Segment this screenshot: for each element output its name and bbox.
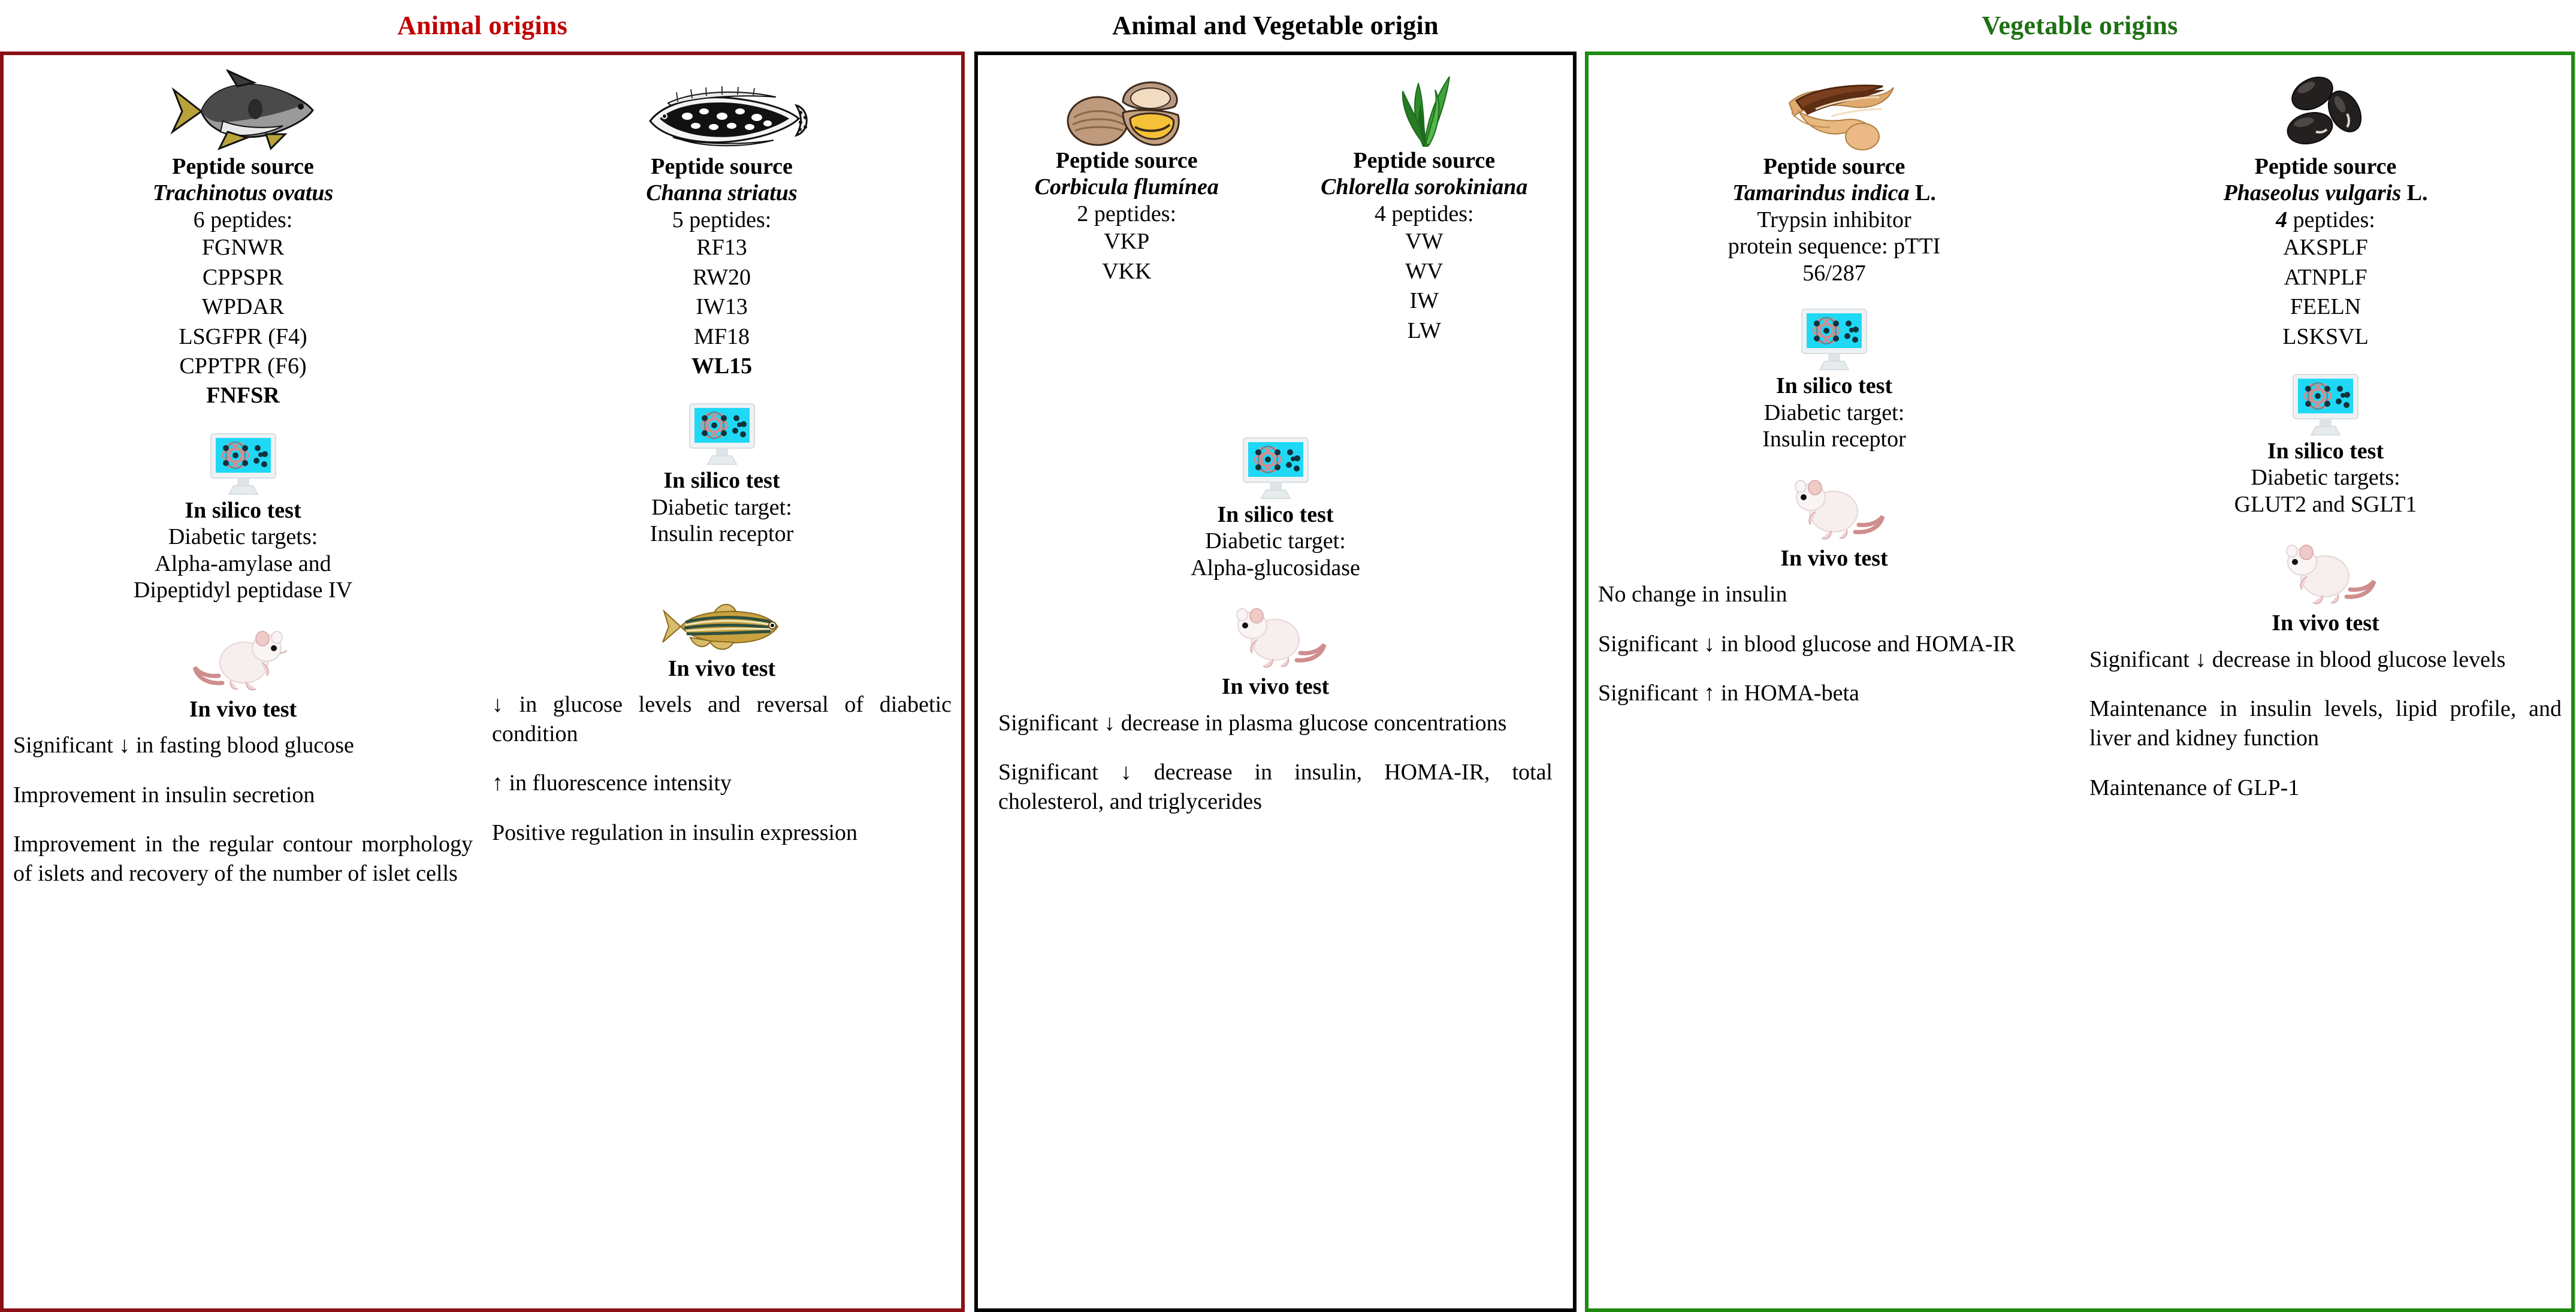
result-paragraph: Significant ↓ in blood glucose and HOMA-IR — [1598, 631, 2016, 657]
panel-vegetable-origins — [1585, 52, 2575, 1312]
text-line: protein sequence: pTTI — [1728, 234, 1941, 259]
column-tamarindus-indica — [1589, 64, 2080, 1308]
result-paragraph: Significant ↓ decrease in insulin, HOMA-IR, total cholesterol, and triglycerides — [998, 760, 1553, 814]
result-paragraph: Maintenance of GLP-1 — [2089, 775, 2300, 800]
species-name-authority: L. — [1909, 180, 1936, 206]
text-line: Diabetic targets: — [2251, 465, 2400, 491]
computer-molecule-icon — [13, 431, 473, 497]
computer-molecule-icon — [998, 436, 1553, 501]
column-chlorella-sorokiniana — [1276, 64, 1574, 346]
result-paragraph: Improvement in the regular contour morphology of islets and recovery of the number of islet cells — [13, 832, 473, 886]
peptide-item: IW13 — [696, 294, 748, 320]
peptide-source-label: Peptide source — [651, 154, 793, 179]
peptide-item: CPPTPR (F6) — [179, 353, 307, 379]
peptide-item: WPDAR — [201, 294, 285, 320]
result-paragraph: No change in insulin — [1598, 582, 1787, 607]
in-silico-test-label: In silico test — [185, 497, 301, 523]
group-vegetable-origins — [1585, 0, 2575, 1312]
zebrafish-icon — [492, 584, 952, 655]
peptide-source-label: Peptide source — [1353, 148, 1496, 173]
peptide-item: WV — [1405, 258, 1443, 284]
text-line: Diabetic targets: — [168, 524, 318, 550]
peptide-count-word: peptides: — [2287, 207, 2375, 232]
computer-molecule-icon — [1598, 307, 2070, 373]
result-paragraph: ↑ in fluorescence intensity — [492, 770, 732, 796]
snakehead-fish-icon — [492, 64, 952, 153]
in-silico-details — [1598, 400, 2070, 453]
in-vivo-test-label: In vivo test — [668, 655, 776, 681]
peptide-item: RW20 — [692, 264, 751, 290]
algae-icon — [1285, 64, 1564, 147]
group-heading-vegetable: Vegetable origins — [1982, 11, 2178, 40]
peptide-item: WL15 — [691, 353, 753, 379]
text-line: Diabetic target: — [1763, 400, 1905, 425]
result-paragraph: Maintenance in insulin levels, lipid profile, and liver and kidney function — [2089, 696, 2562, 751]
peptide-item: MF18 — [694, 324, 750, 349]
column-phaseolus-vulgaris — [2080, 64, 2571, 1308]
result-paragraph: Significant ↑ in HOMA-beta — [1598, 681, 1859, 706]
peptide-count — [2089, 207, 2562, 233]
in-silico-test-label: In silico test — [663, 468, 780, 494]
in-silico-test-label: In silico test — [1775, 373, 1893, 399]
text-line: Alpha-glucosidase — [1191, 555, 1360, 581]
in-silico-details — [492, 494, 952, 548]
in-silico-details — [998, 528, 1553, 581]
in-vivo-results — [13, 731, 473, 888]
peptide-item: LSGFPR (F4) — [179, 324, 307, 349]
group-animal-and-vegetable-origin — [974, 0, 1577, 1312]
peptide-item: RF13 — [696, 235, 747, 261]
column-channa-striatus — [482, 64, 961, 1308]
panel-animal-and-vegetable — [974, 52, 1577, 1312]
in-vivo-results — [492, 690, 952, 848]
peptide-list — [2089, 233, 2562, 352]
peptide-item: AKSPLF — [2283, 235, 2368, 261]
text-line: Dipeptidyl peptidase IV — [133, 578, 353, 603]
clam-icon — [987, 64, 1266, 147]
peptide-source-label: Peptide source — [1763, 154, 1905, 179]
computer-molecule-icon — [2089, 372, 2562, 438]
column-corbicula-fluminea — [978, 64, 1276, 346]
text-line: 56/287 — [1802, 260, 1866, 286]
mouse-icon — [998, 601, 1553, 673]
peptide-item: VW — [1405, 229, 1443, 255]
result-paragraph: Significant ↓ decrease in plasma glucose concentrations — [998, 710, 1507, 736]
result-paragraph: Significant ↓ in fasting blood glucose — [13, 732, 354, 758]
group-heading-animal: Animal origins — [397, 11, 568, 40]
text-line: Alpha-amylase and — [155, 551, 331, 576]
species-name-italic: Tamarindus indica — [1732, 180, 1910, 206]
peptide-count: 2 peptides: — [1077, 201, 1177, 226]
in-vivo-test-label: In vivo test — [1221, 674, 1330, 700]
column-trachinotus-ovatus — [4, 64, 482, 1308]
peptide-item: FGNWR — [201, 235, 285, 261]
text-line: Insulin receptor — [650, 521, 794, 547]
species-name-italic: Phaseolus vulgaris — [2223, 180, 2402, 206]
text-line: Diabetic target: — [651, 494, 792, 520]
species-name: Corbicula flumínea — [1034, 174, 1219, 200]
peptide-count: 6 peptides: — [193, 207, 293, 232]
peptide-item: VKP — [1104, 229, 1150, 255]
in-vivo-test-label: In vivo test — [189, 696, 297, 722]
species-name — [1598, 180, 2070, 206]
pompano-fish-icon — [13, 64, 473, 153]
tamarind-icon — [1598, 64, 2070, 153]
peptide-item: LW — [1407, 318, 1441, 343]
species-name — [2089, 180, 2562, 206]
peptide-item: IW — [1409, 288, 1439, 314]
in-silico-details — [2089, 464, 2562, 518]
peptide-item: CPPSPR — [202, 264, 284, 290]
in-silico-details — [13, 524, 473, 603]
peptide-source-label: Peptide source — [2254, 154, 2397, 179]
result-paragraph: ↓ in glucose levels and reversal of diabetic condition — [492, 692, 952, 746]
in-vivo-results — [998, 709, 1553, 817]
peptide-item: FNFSR — [206, 383, 280, 409]
group-animal-origins — [0, 0, 965, 1312]
in-vivo-test-label: In vivo test — [1780, 545, 1888, 571]
peptide-item: ATNPLF — [2284, 264, 2367, 290]
in-silico-test-label: In silico test — [1217, 501, 1334, 527]
in-vivo-results — [2089, 645, 2562, 803]
peptide-source-label: Peptide source — [1055, 148, 1198, 173]
protein-sequence-lines — [1598, 233, 2070, 286]
black-bean-icon — [2089, 64, 2562, 153]
peptide-count: 4 peptides: — [1374, 201, 1474, 226]
result-paragraph: Positive regulation in insulin expression — [492, 820, 858, 845]
species-name: Chlorella sorokiniana — [1321, 174, 1528, 200]
mouse-icon — [13, 624, 473, 696]
result-paragraph: Improvement in insulin secretion — [13, 782, 315, 808]
peptide-count: Trypsin inhibitor — [1757, 207, 1911, 232]
mouse-icon — [2089, 538, 2562, 610]
in-vivo-results — [1598, 580, 2070, 708]
peptide-item: LSKSVL — [2282, 324, 2369, 349]
text-line: Insulin receptor — [1762, 427, 1906, 452]
peptide-list — [492, 233, 952, 381]
peptide-count-number: 4 — [2276, 207, 2288, 232]
species-name-authority: L. — [2401, 180, 2428, 206]
peptide-count: 5 peptides: — [672, 207, 772, 232]
in-silico-test-label: In silico test — [2267, 438, 2384, 464]
peptide-source-label: Peptide source — [172, 154, 314, 179]
species-name: Channa striatus — [646, 180, 798, 206]
text-line: GLUT2 and SGLT1 — [2234, 491, 2417, 517]
text-line: Diabetic target: — [1205, 528, 1346, 554]
peptide-list — [13, 233, 473, 410]
peptide-item: FEELN — [2290, 294, 2361, 320]
group-heading-both: Animal and Vegetable origin — [1112, 11, 1439, 40]
in-vivo-test-label: In vivo test — [2272, 610, 2379, 636]
peptide-list — [1285, 227, 1564, 346]
peptide-item: VKK — [1102, 258, 1152, 284]
computer-molecule-icon — [492, 401, 952, 467]
result-paragraph: Significant ↓ decrease in blood glucose levels — [2089, 646, 2506, 672]
species-name: Trachinotus ovatus — [152, 180, 334, 206]
peptide-list — [987, 227, 1266, 286]
panel-animal-origins — [0, 52, 965, 1312]
mouse-icon — [1598, 473, 2070, 545]
